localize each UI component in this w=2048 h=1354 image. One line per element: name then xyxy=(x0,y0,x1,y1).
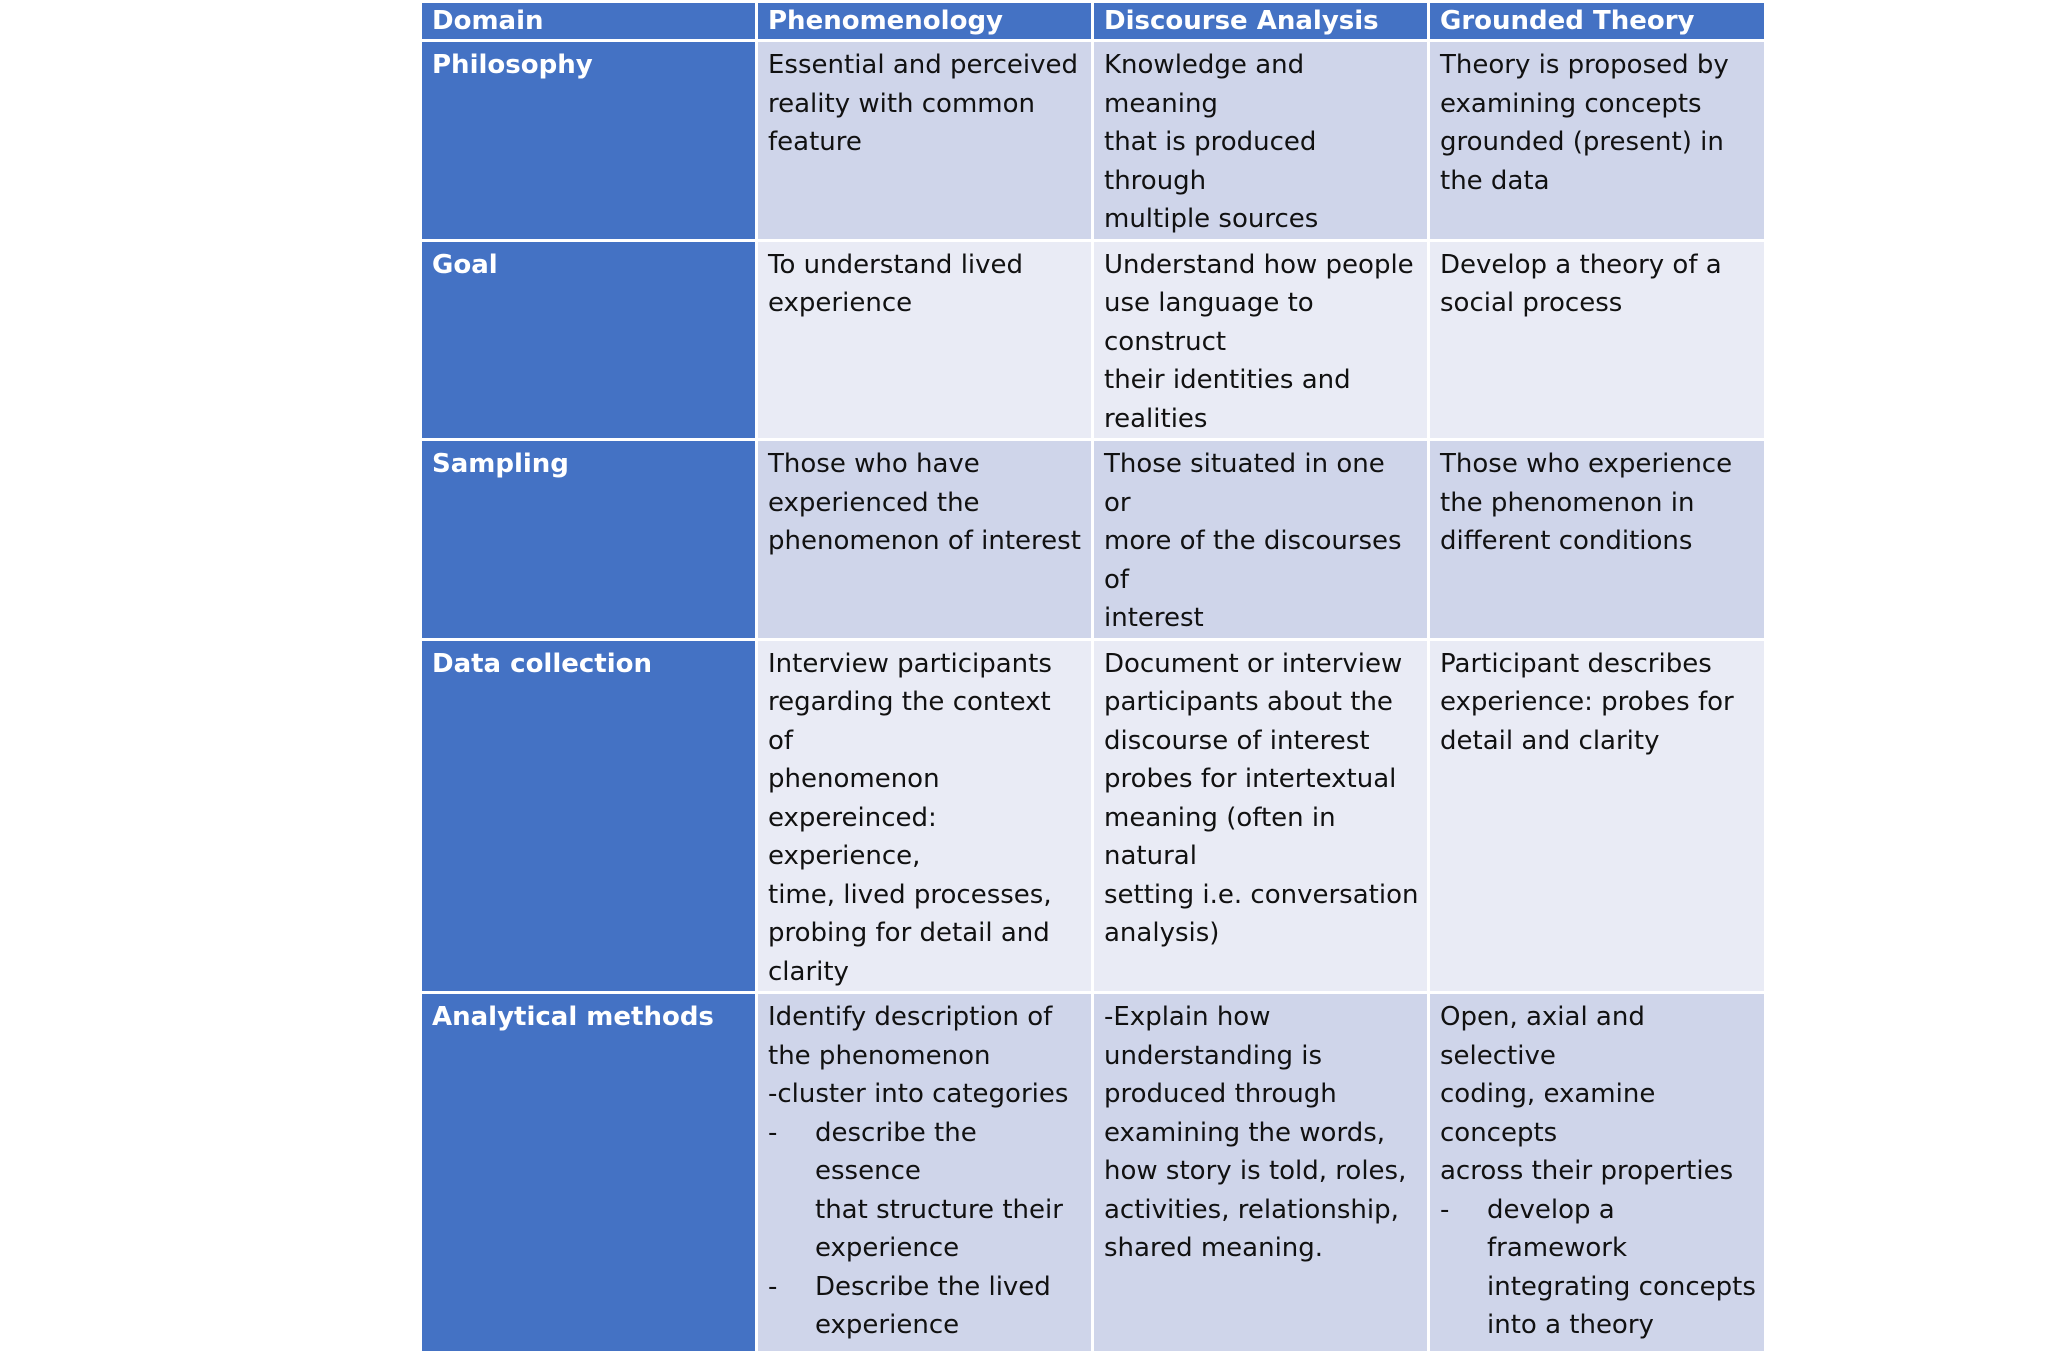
cell-line: Open, axial and selective xyxy=(1440,1002,1645,1071)
cell-line: phenomenon of interest xyxy=(768,526,1081,556)
cell-line: Those who experience xyxy=(1440,449,1733,479)
cell-line: Identify description of xyxy=(768,1002,1053,1032)
cell-phenomenology xyxy=(757,993,1093,1353)
cell-line: -cluster into categories xyxy=(768,1079,1069,1109)
cell-line: realities xyxy=(1104,403,1208,434)
cell-line: Essential and perceived xyxy=(768,50,1079,80)
table-row xyxy=(421,240,1766,440)
cell-grounded xyxy=(1429,639,1766,993)
cell-line: the data xyxy=(1440,165,1550,196)
cell-line: analysis) xyxy=(1104,918,1220,948)
table-row xyxy=(421,41,1766,241)
cell-line: Describe the lived xyxy=(815,1271,1051,1302)
bullet-marker: - xyxy=(768,1271,778,1302)
row-label-sampling: Sampling xyxy=(421,440,757,640)
bullet-marker: - xyxy=(1440,1194,1450,1225)
cell-discourse xyxy=(1093,41,1429,241)
cell-line: examining concepts xyxy=(1440,88,1702,119)
cell-line: grounded (present) in xyxy=(1440,127,1724,157)
cell-line: examining the words, xyxy=(1104,1117,1386,1148)
row-label-data-collection: Data collection xyxy=(421,639,757,993)
cell-line: multiple sources xyxy=(1104,204,1319,234)
cell-line: their identities and xyxy=(1104,365,1351,395)
cell-discourse xyxy=(1093,440,1429,640)
cell-line: experienced the xyxy=(768,487,980,518)
cell-line: clarity xyxy=(768,956,849,987)
comparison-table xyxy=(419,0,1767,1354)
row-label-philosophy: Philosophy xyxy=(421,41,757,241)
cell-phenomenology xyxy=(757,440,1093,640)
cell-line: expereinced: experience, xyxy=(768,802,937,871)
row-label-analytical-methods: Analytical methods xyxy=(421,993,757,1353)
cell-line: feature xyxy=(768,127,862,157)
cell-line: Understand how people xyxy=(1104,249,1414,280)
cell-line: -Explain how xyxy=(1104,1002,1271,1032)
table-row xyxy=(421,993,1766,1353)
cell-phenomenology xyxy=(757,41,1093,241)
cell-line: that structure their xyxy=(815,1194,1063,1225)
header-phenomenology: Phenomenology xyxy=(757,2,1093,41)
table-row xyxy=(421,440,1766,640)
cell-grounded xyxy=(1429,240,1766,440)
cell-line: Those situated in one or xyxy=(1104,449,1385,518)
cell-line: time, lived processes, xyxy=(768,879,1052,910)
cell-line: the phenomenon in xyxy=(1440,487,1695,518)
cell-line: use language to construct xyxy=(1104,288,1314,357)
cell-line: probing for detail and xyxy=(768,918,1050,948)
header-domain: Domain xyxy=(421,2,757,41)
cell-line: Theory is proposed by xyxy=(1440,50,1729,80)
cell-line: To understand lived xyxy=(768,249,1024,280)
cell-line: understanding is xyxy=(1104,1040,1323,1071)
bullet-item xyxy=(1440,1191,1756,1345)
cell-line: across their properties xyxy=(1440,1156,1734,1186)
cell-line: more of the discourses of xyxy=(1104,526,1402,595)
cell-line: describe the essence xyxy=(815,1117,977,1186)
cell-line: how story is told, roles, xyxy=(1104,1156,1407,1186)
cell-line: reality with common xyxy=(768,88,1036,119)
cell-line: into a theory xyxy=(1487,1310,1654,1340)
cell-line: Develop a theory of a xyxy=(1440,249,1722,280)
cell-line: Those who have xyxy=(768,449,980,479)
table-row xyxy=(421,639,1766,993)
header-grounded-theory: Grounded Theory xyxy=(1429,2,1766,41)
cell-discourse xyxy=(1093,240,1429,440)
cell-line: interest xyxy=(1104,603,1204,633)
cell-line: activities, relationship, xyxy=(1104,1194,1399,1225)
cell-grounded xyxy=(1429,41,1766,241)
cell-line: phenomenon xyxy=(768,764,940,794)
bullet-item xyxy=(768,1268,1083,1345)
cell-line: probes for intertextual xyxy=(1104,764,1397,794)
cell-grounded xyxy=(1429,440,1766,640)
cell-line: regarding the context of xyxy=(768,687,1051,756)
cell-line: develop a framework xyxy=(1487,1194,1628,1263)
cell-line: integrating concepts xyxy=(1487,1271,1756,1302)
cell-line: the phenomenon xyxy=(768,1040,991,1071)
header-discourse-analysis: Discourse Analysis xyxy=(1093,2,1429,41)
row-label-goal: Goal xyxy=(421,240,757,440)
bullet-item xyxy=(768,1114,1083,1268)
cell-line: different conditions xyxy=(1440,526,1693,556)
cell-line: shared meaning. xyxy=(1104,1233,1324,1263)
table-header-row xyxy=(421,2,1766,41)
cell-line: experience xyxy=(815,1310,960,1340)
cell-line: produced through xyxy=(1104,1079,1337,1109)
cell-line: Participant describes xyxy=(1440,648,1712,679)
cell-line: Interview participants xyxy=(768,648,1052,679)
bullet-marker: - xyxy=(768,1117,778,1148)
cell-line: coding, examine concepts xyxy=(1440,1079,1656,1148)
cell-discourse xyxy=(1093,639,1429,993)
cell-line: setting i.e. conversation xyxy=(1104,879,1419,910)
cell-phenomenology xyxy=(757,639,1093,993)
cell-phenomenology xyxy=(757,240,1093,440)
cell-line: discourse of interest xyxy=(1104,725,1370,756)
cell-line: participants about the xyxy=(1104,687,1393,717)
cell-line: experience xyxy=(768,288,913,318)
cell-grounded xyxy=(1429,993,1766,1353)
cell-discourse xyxy=(1093,993,1429,1353)
cell-line: experience xyxy=(815,1233,960,1263)
cell-line: that is produced through xyxy=(1104,127,1317,196)
cell-line: detail and clarity xyxy=(1440,725,1660,756)
cell-line: meaning (often in natural xyxy=(1104,802,1336,871)
cell-line: experience: probes for xyxy=(1440,687,1734,717)
cell-line: Knowledge and meaning xyxy=(1104,50,1305,119)
cell-line: Document or interview xyxy=(1104,648,1403,679)
cell-line: social process xyxy=(1440,288,1623,318)
